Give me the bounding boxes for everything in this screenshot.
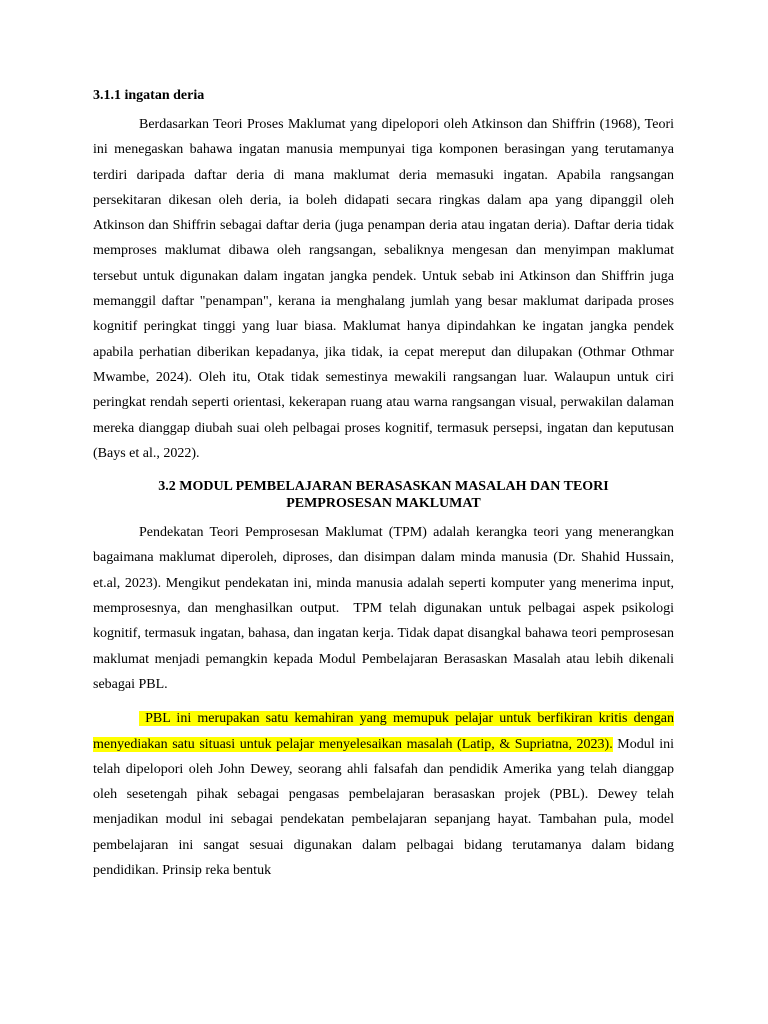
section-heading-line2: PEMPROSESAN MAKLUMAT <box>286 496 481 512</box>
section-heading <box>93 478 674 512</box>
subsection-heading: 3.1.1 ingatan deria <box>93 88 205 103</box>
document-page <box>93 86 674 883</box>
paragraph-tpm: Pendekatan Teori Pemprosesan Maklumat (TPM) adalah kerangka teori yang menerangkan bagaimana maklumat diperoleh, diproses, dan disimpan dalam minda manusia (Dr. Shahid Hussain, et.al, 2023). Mengikut pendekatan ini, minda manusia adalah seperti komputer yang menerima input, memprosesnya, dan menghasilkan output. TPM telah digunakan untuk pelbagai aspek psikologi kognitif, termasuk ingatan, bahasa, dan ingatan kerja. Tidak dapat disangkal bahawa teori pemprosesan maklumat menjadi pemangkin kepada Modul Pembelajaran Berasaskan Masalah atau lebih dikenali sebagai PBL. <box>93 525 674 692</box>
paragraph-pbl <box>93 706 674 883</box>
section-heading-line1: 3.2 MODUL PEMBELAJARAN BERASASKAN MASALAH DAN TEORI <box>158 479 609 495</box>
paragraph-pbl-text: Modul ini telah dipelopori oleh John Dewey, seorang ahli falsafah dan pendidik Amerika yang telah dianggap oleh sesetengah pihak sebagai pengasas pembelajaran berasaskan projek (PBL). Dewey telah menjadikan modul ini sebagai pendekatan pembelajaran sepanjang hayat. Tambahan pula, model pembelajaran ini sangat sesuai digunakan dalam pelbagai bidang terutamanya dalam bidang pendidikan. Prinsip reka bentuk <box>93 736 674 879</box>
paragraph-spacer <box>93 697 674 706</box>
highlighted-text: PBL ini merupakan satu kemahiran yang memupuk pelajar untuk berfikiran kritis dengan menyediakan satu situasi untuk pelajar menyelesaikan masalah (Latip, & Supriatna, 2023). <box>93 711 674 752</box>
paragraph-ingatan-deria: Berdasarkan Teori Proses Maklumat yang dipelopori oleh Atkinson dan Shiffrin (1968), Teori ini menegaskan bahawa ingatan manusia mempunyai tiga komponen berasingan yang terutamanya terdiri daripada daftar deria di mana maklumat deria memasuki ingatan. Apabila rangsangan persekitaran dikesan oleh deria, ia boleh didapati secara ringkas dalam apa yang dipanggil oleh Atkinson dan Shiffrin sebagai daftar deria (juga penampan deria atau ingatan deria). Daftar deria tidak memproses maklumat dibawa oleh rangsangan, sebaliknya mengesan dan menyimpan maklumat tersebut untuk digunakan dalam ingatan jangka pendek. Untuk sebab ini Atkinson dan Shiffrin juga memanggil daftar "penampan", kerana ia menghalang jumlah yang besar maklumat daripada proses kognitif peringkat tinggi yang luar biasa. Maklumat hanya dipindahkan ke ingatan jangka pendek apabila perhatian diberikan kepadanya, jika tidak, ia cepat mereput dan dilupakan (Othmar Othmar Mwambe, 2024). Oleh itu, Otak tidak semestinya mewakili rangsangan luar. Walaupun untuk ciri peringkat rendah seperti orientasi, kekerapan ruang atau warna rangsangan visual, perwakilan dalaman mereka dianggap diubah suai oleh pelbagai proses kognitif, termasuk persepsi, ingatan dan keputusan (Bays et al., 2022). <box>93 117 674 461</box>
